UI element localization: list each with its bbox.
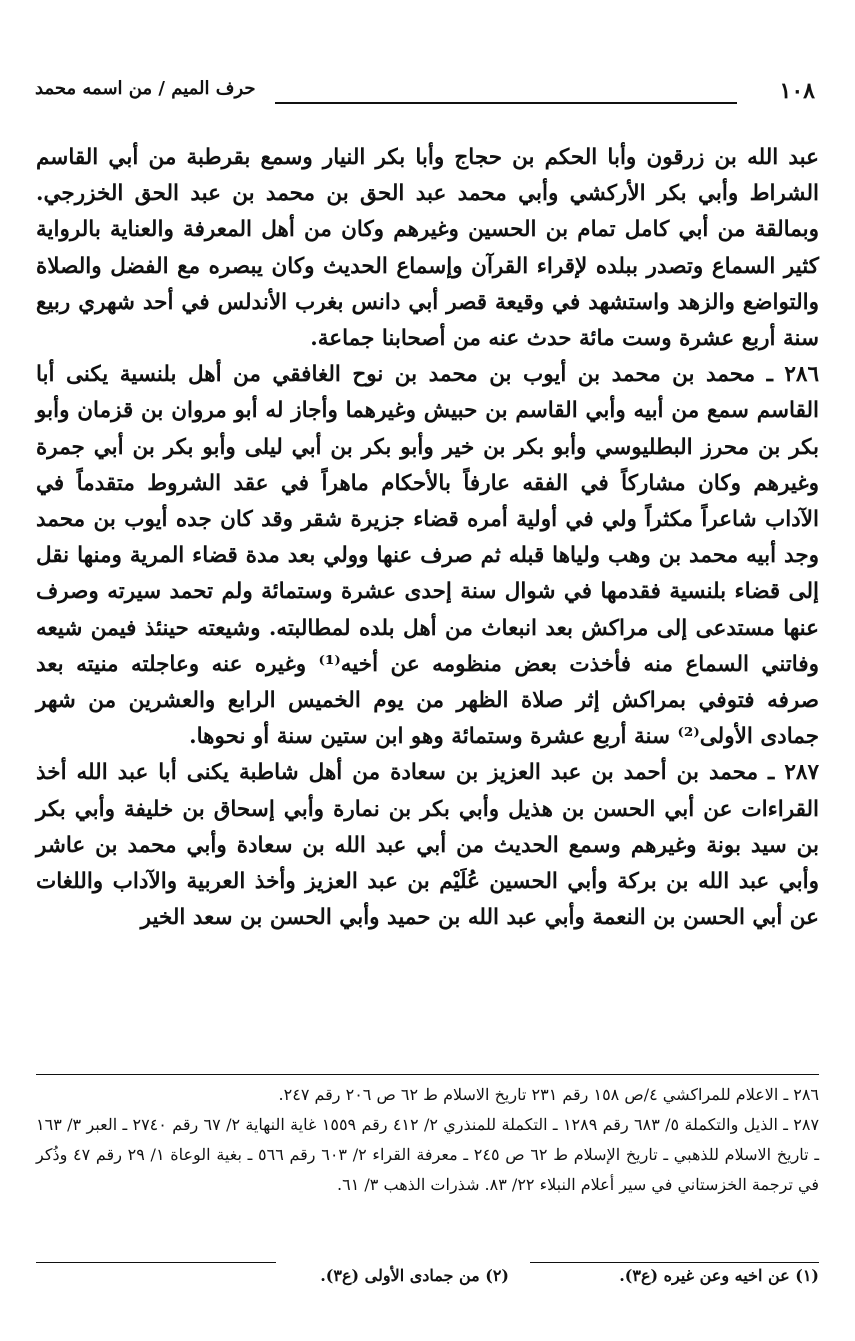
page-number: ١٠٨ (779, 78, 815, 104)
footnotes (36, 1266, 819, 1294)
paragraph-continuation: عبد الله بن زرقون وأبا الحكم بن حجاج وأبا بكر النيار وسمع بقرطبة من أبي القاسم الشراط وأبي بكر الأركشي وأبي محمد عبد الحق بن محمد بن عبد الحق الخزرجي. وبمالقة من أبي كامل تمام بن الحسين وغيرهم وكان من أهل المعرفة والعناية بالرواية كثير السماع وتصدر ببلده لإقراء القرآن وإسماع الحديث وكان يبصره مع الفضل والصلاة والتواضع والزهد واستشهد في وقيعة قصر أبي دانس بغرب الأندلس في أحد شهري ربيع سنة أربع عشرة وست مائة حدث عنه من أصحابنا جماعة. (36, 145, 819, 352)
footnote-rule-left (36, 1262, 276, 1263)
references (36, 1080, 819, 1200)
footnote-rule-right (530, 1262, 819, 1263)
entry-286: ٢٨٦ ـ محمد بن محمد بن أيوب بن محمد بن نوح الغافقي من أهل بلنسية يكنى أبا القاسم سمع من أبيه وأبي القاسم بن حبيش وغيرهما وأجاز له أبو مروان بن قزمان وأبو بكر بن محرز البطليوسي وأبو بكر بن خير وأبو بكر بن أبي ليلى وأبو بكر بن أبي جمرة وغيرهم وكان مشاركاً في الفقه عارفاً بالأحكام ماهراً في عقد الشروط متقدماً في الآداب شاعراً مكثراً ولي في أولية أمره قضاء جزيرة شقر وقد كان جده أيوب بن محمد وجد أبيه محمد بن وهب ولياها قبله ثم صرف عنها وولي بعد مدة قضاء المرية ومنها نقل إلى قضاء بلنسية فقدمها في شوال سنة إحدى عشرة وستمائة ولم تحمد سيرته وصرف عنها مستدعى إلى مراكش بعد انبعاث من أهل بلده لمطالبته. وشيعته حينئذ فيمن شيعه وفاتني السماع منه فأخذت بعض منظومه عن أخيه⁽¹⁾ وغيره عنه وعاجلته منيته بعد صرفه فتوفي بمراكش إثر صلاة الظهر من يوم الخميس الرابع والعشرين من شهر جمادى الأولى⁽²⁾ سنة أربع عشرة وستمائة وهو ابن ستين سنة أو نحوها. (36, 362, 819, 750)
running-title: حرف الميم / من اسمه محمد (35, 78, 256, 99)
references-rule (36, 1074, 819, 1075)
main-text (36, 140, 819, 936)
footnote-2: (٢) من جمادى الأولى (ع٣). (320, 1266, 509, 1285)
page-header (35, 78, 815, 108)
reference-287: ٢٨٧ ـ الذيل والتكملة ٥/ ٦٨٣ رقم ١٢٨٩ ـ التكملة للمنذري ٢/ ٤١٢ رقم ١٥٥٩ غاية النهاية ٢/ ٦٧ رقم ٢٧٤٠ ـ العبر ٣/ ١٦٣ ـ تاريخ الاسلام للذهبي ـ تاريخ الإسلام ط ٦٢ ص ٢٤٥ ـ معرفة القراء ٢/ ٦٠٣ رقم ٥٦٦ ـ بغية الوعاة ١/ ٢٩ رقم ٤٧ وذُكر في ترجمة الخزستاني في سير أعلام النبلاء ٢٢/ ٨٣. شذرات الذهب ٣/ ٦١. (36, 1115, 820, 1194)
footnote-1: (١) عن اخيه وعن غيره (ع٣). (619, 1266, 819, 1285)
header-rule (275, 102, 737, 104)
entry-287: ٢٨٧ ـ محمد بن أحمد بن عبد العزيز بن سعادة من أهل شاطبة يكنى أبا عبد الله أخذ القراءات عن أبي الحسن بن هذيل وأبي بكر بن نمارة وأبي إسحاق بن خليفة وأبي بكر بن سيد بونة وغيرهم وسمع الحديث من أبي عبد الله بن سعادة وأبي محمد بن عاشر وأبي عبد الله بن بركة وأبي الحسين عُلَيْم بن عبد العزيز وأخذ العربية والآداب واللغات عن أبي الحسن بن النعمة وأبي عبد الله بن حميد وأبي الحسن بن سعد الخير (36, 760, 819, 931)
reference-286: ٢٨٦ ـ الاعلام للمراكشي ٤/ص ١٥٨ رقم ٢٣١ تاريخ الاسلام ط ٦٢ ص ٢٠٦ رقم ٢٤٧. (278, 1085, 819, 1104)
